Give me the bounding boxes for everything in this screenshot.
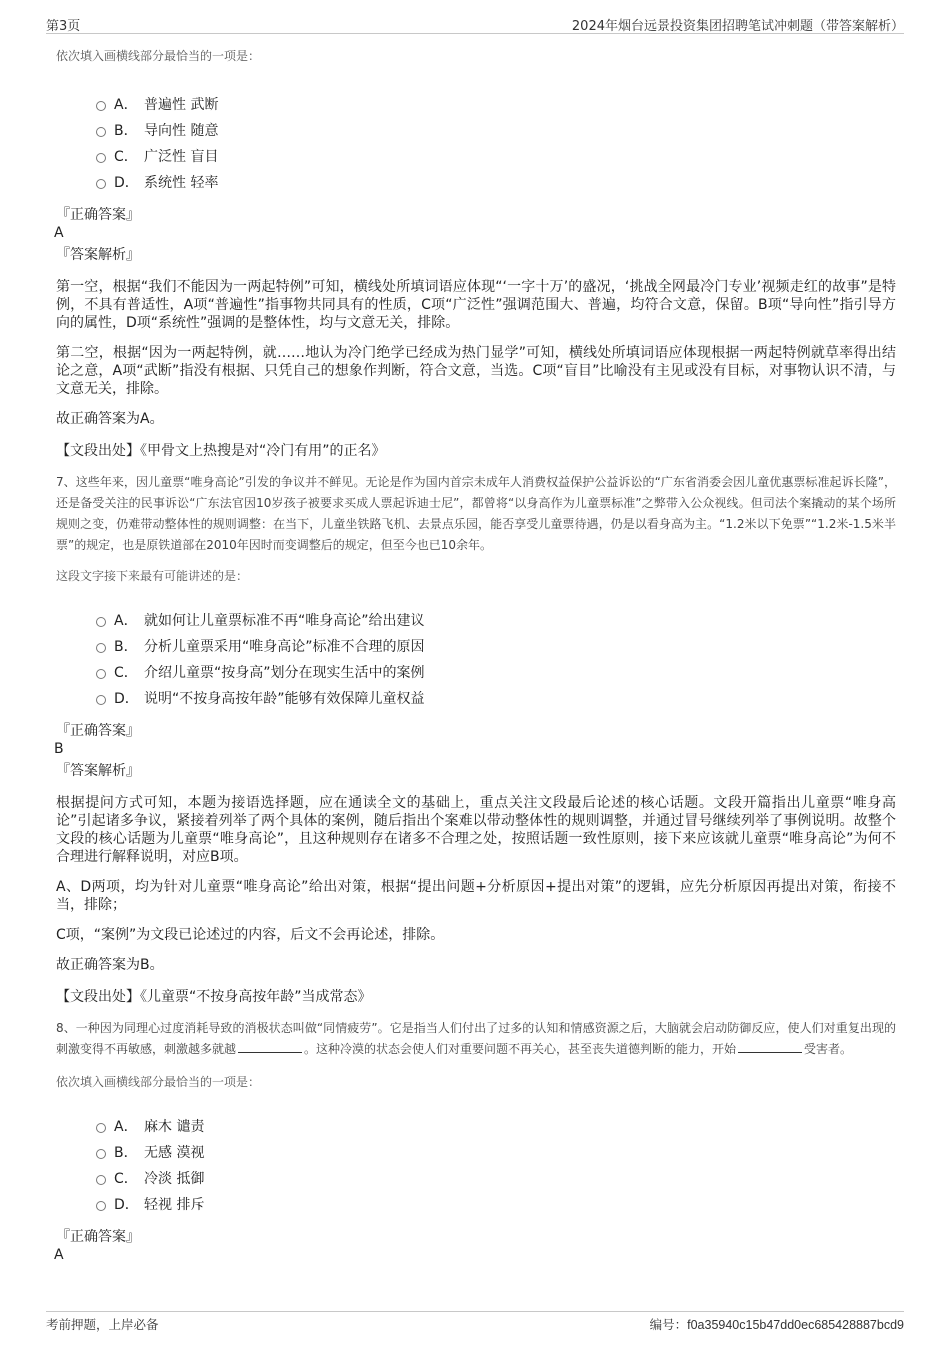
page-content — [56, 44, 896, 1264]
q7-option-d[interactable]: D． 说明“不按身高按年龄”能够有效保障儿童权益 — [96, 686, 896, 712]
q7-answer: B — [54, 741, 64, 757]
q7-analysis-paragraph: A、D两项，均为针对儿童票“唯身高论”给出对策，根据“提出问题+分析原因+提出对策”的逻辑，应先分析原因再提出对策，衔接不当，排除； — [56, 879, 896, 913]
q7-analysis-paragraph: 故正确答案为B。 — [56, 957, 164, 973]
q8-answer-label: 『正确答案』 — [56, 1229, 140, 1245]
q8-prompt: 依次填入画横线部分最恰当的一项是： — [56, 1075, 261, 1089]
radio-icon[interactable] — [96, 127, 106, 137]
page-header — [46, 11, 904, 34]
q8-question: 8、一种因为同理心过度消耗导致的消极状态叫做“同情疲劳”。它是指当人们付出了过多的认知和情感资源之后，大脑就会启动防御反应，使人们对重复出现的刺激变得不再敏感，刺激越多就越 。这种冷漠的状态会使人们对重要问题不再关心，甚至丧失道德判断的能力，开始 受害者。 — [56, 1021, 896, 1056]
q6-analysis-paragraph: 第二空，根据“因为一两起特例，就……地认为冷门绝学已经成为热门显学”可知，横线处所填词语应体现根据一两起特例就草率得出结论之意，A项“武断”指没有根据、只凭自己的想象作判断，符合文意，当选。C项“盲目”比喻没有主见或没有目标，对事物认识不清，与文意无关，排除。 — [56, 345, 896, 397]
q7-options — [96, 608, 896, 712]
q7-analysis-paragraph: C项，“案例”为文段已论述过的内容，后文不会再论述，排除。 — [56, 927, 445, 943]
radio-icon[interactable] — [96, 643, 106, 653]
q6-option-d[interactable]: D． 系统性 轻率 — [96, 170, 896, 196]
q8-option-a[interactable]: A． 麻木 谴责 — [96, 1114, 896, 1140]
radio-icon[interactable] — [96, 153, 106, 163]
q6-prompt: 依次填入画横线部分最恰当的一项是： — [56, 49, 261, 63]
q7-option-a[interactable]: A． 就如何让儿童票标准不再“唯身高论”给出建议 — [96, 608, 896, 634]
q6-options — [96, 92, 896, 196]
q7-analysis-paragraph: 根据提问方式可知，本题为接语选择题，应在通读全文的基础上，重点关注文段最后论述的核心话题。文段开篇指出儿童票“唯身高论”引起诸多争议，紧接着列举了两个具体的案例，随后指出个案难以带动整体性的规则调整，并通过冒号继续列举了事例说明。故整个文段的核心话题为儿童票“唯身高论”，且这种规则存在诸多不合理之处，按照话题一致性原则，接下来应该就儿童票“唯身高论”为何不合理进行解释说明，对应B项。 — [56, 795, 896, 865]
radio-icon[interactable] — [96, 1201, 106, 1211]
blank-line — [238, 1040, 302, 1053]
q8-option-d[interactable]: D． 轻视 排斥 — [96, 1192, 896, 1218]
q6-source: 【文段出处】《甲骨文上热搜是对“冷门有用”的正名》 — [56, 443, 386, 459]
q8-option-c[interactable]: C． 冷淡 抵御 — [96, 1166, 896, 1192]
q7-analysis-label: 『答案解析』 — [56, 763, 140, 779]
document-code — [650, 1315, 904, 1333]
q7-prompt: 这段文字接下来最有可能讲述的是： — [56, 569, 249, 583]
q6-analysis-paragraph: 故正确答案为A。 — [56, 411, 164, 427]
code-label: 编号： — [649, 1317, 688, 1332]
q6-option-a[interactable]: A． 普遍性 武断 — [96, 92, 896, 118]
radio-icon[interactable] — [96, 1149, 106, 1159]
q7-source: 【文段出处】《儿童票“不按身高按年龄”当成常态》 — [56, 989, 372, 1005]
footer-slogan: 考前押题，上岸必备 — [46, 1317, 159, 1332]
radio-icon[interactable] — [96, 669, 106, 679]
page-footer — [46, 1311, 904, 1334]
document-title: 2024年烟台远景投资集团招聘笔试冲刺题（带答案解析） — [571, 19, 904, 34]
q8-option-b[interactable]: B． 无感 漠视 — [96, 1140, 896, 1166]
code-value: f0a35940c15b47dd0ec685428887bcd9 — [687, 1318, 904, 1332]
radio-icon[interactable] — [96, 695, 106, 705]
q6-answer-label: 『正确答案』 — [56, 207, 140, 223]
radio-icon[interactable] — [96, 1175, 106, 1185]
q6-option-c[interactable]: C． 广泛性 盲目 — [96, 144, 896, 170]
radio-icon[interactable] — [96, 617, 106, 627]
q7-option-c[interactable]: C． 介绍儿童票“按身高”划分在现实生活中的案例 — [96, 660, 896, 686]
radio-icon[interactable] — [96, 101, 106, 111]
radio-icon[interactable] — [96, 1123, 106, 1133]
q7-question: 7、这些年来，因儿童票“唯身高论”引发的争议并不鲜见。无论是作为国内首宗未成年人消费权益保护公益诉讼的“广东省消委会因儿童优惠票标准起诉长隆”，还是备受关注的民事诉讼“广东法官因10岁孩子被要求买成人票起诉迪士尼”，都曾将“以身高作为儿童票标准”之弊带入公众视线。但司法个案撬动的某个场所规则之变，仍难带动整体性的规则调整：在当下，儿童坐铁路飞机、去景点乐园，能否享受儿童票待遇，仍是以看身高为主。“1.2米以下免票”“1.2米-1.5米半票”的规定，也是原铁道部在2010年因时而变调整后的规定，但至今也已10余年。 — [56, 475, 896, 552]
q7-option-b[interactable]: B． 分析儿童票采用“唯身高论”标准不合理的原因 — [96, 634, 896, 660]
q6-analysis-label: 『答案解析』 — [56, 247, 140, 263]
q8-options — [96, 1114, 896, 1218]
page-number: 第3页 — [46, 19, 81, 34]
blank-line — [738, 1040, 802, 1053]
radio-icon[interactable] — [96, 179, 106, 189]
q7-answer-label: 『正确答案』 — [56, 723, 140, 739]
q8-answer: A — [54, 1247, 64, 1263]
q6-analysis-paragraph: 第一空，根据“我们不能因为一两起特例”可知，横线处所填词语应体现“‘一字十万’的盛况，‘挑战全网最冷门专业’视频走红的故事”是特例，不具有普适性，A项“普遍性”指事物共同具有的性质，C项“广泛性”强调范围大、普遍，均符合文意，保留。B项“导向性”指引导方向的属性，D项“系统性”强调的是整体性，均与文意无关，排除。 — [56, 279, 896, 331]
q6-option-b[interactable]: B． 导向性 随意 — [96, 118, 896, 144]
q6-answer: A — [54, 225, 64, 241]
